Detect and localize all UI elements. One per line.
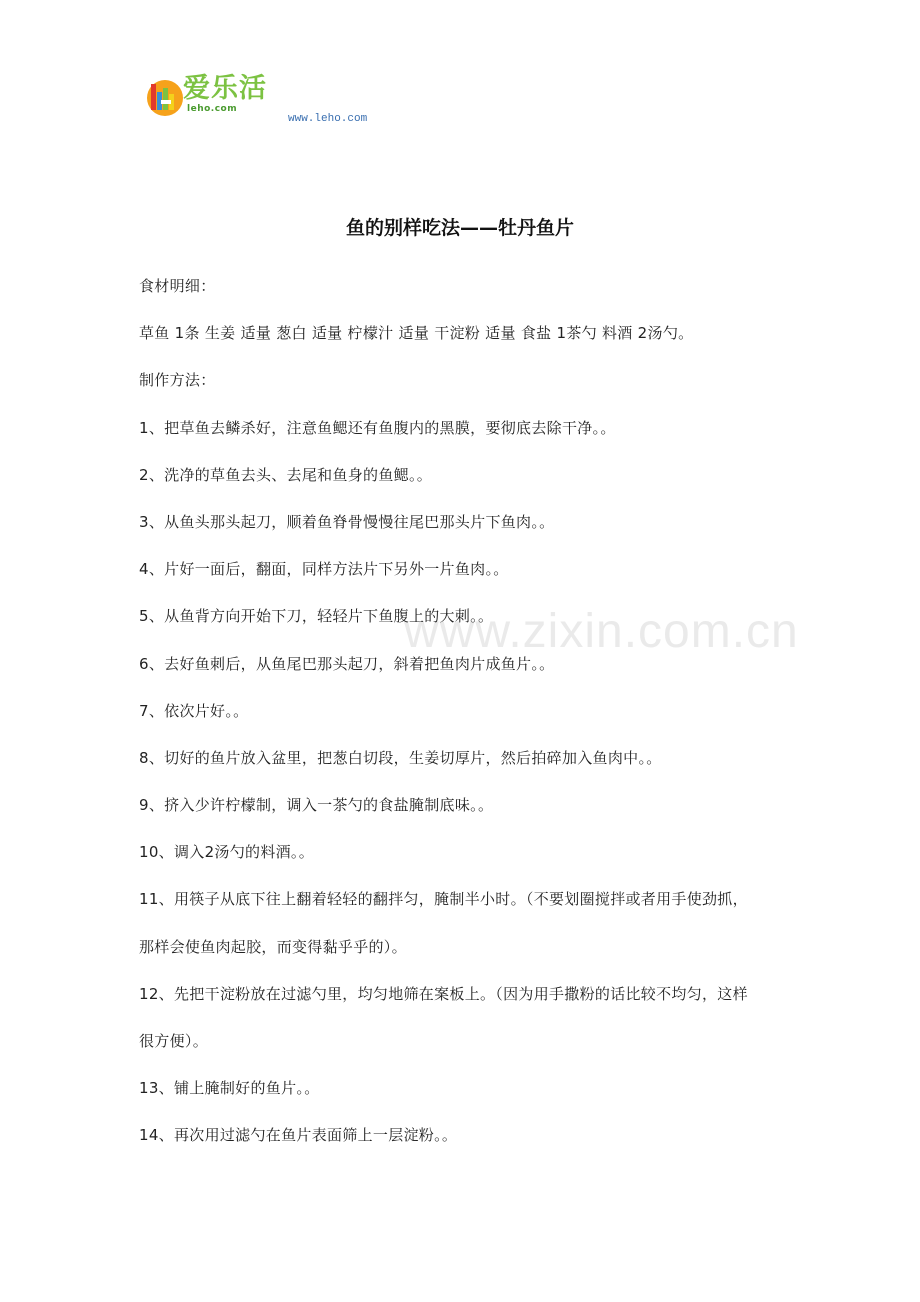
watermark: www.zixin.com.cn bbox=[404, 605, 799, 658]
page-title: 鱼的别样吃法——牡丹鱼片 bbox=[345, 217, 574, 239]
step-10: 10、调入2汤勺的料酒。。 bbox=[139, 843, 315, 862]
step-3: 3、从鱼头那头起刀，顺着鱼脊骨慢慢往尾巴那头片下鱼肉。。 bbox=[139, 512, 555, 531]
site-logo bbox=[143, 72, 293, 122]
step-1: 1、把草鱼去鳞杀好，注意鱼鳃还有鱼腹内的黑膜，要彻底去除干净。。 bbox=[139, 418, 616, 437]
leho-logo-icon bbox=[143, 74, 187, 118]
step-5: 5、从鱼背方向开始下刀，轻轻片下鱼腹上的大刺。。 bbox=[139, 607, 494, 626]
step-8: 8、切好的鱼片放入盆里，把葱白切段，生姜切厚片，然后拍碎加入鱼肉中。。 bbox=[139, 748, 662, 767]
logo-subtext: leho.com bbox=[187, 104, 238, 114]
step-12-line-2: 很方便）。 bbox=[139, 1032, 209, 1050]
step-2: 2、洗净的草鱼去头、去尾和鱼身的鱼鳃。。 bbox=[139, 465, 433, 484]
step-11-line-1: 11、用筷子从底下往上翻着轻轻的翻拌匀，腌制半小时。（不要划圈搅拌或者用手使劲抓， bbox=[139, 890, 748, 909]
step-12-line-1: 12、先把干淀粉放在过滤勺里，均匀地筛在案板上。（因为用手撒粉的话比较不均匀，这样 bbox=[139, 984, 748, 1003]
step-11-line-2: 那样会使鱼肉起胶，而变得黏乎乎的）。 bbox=[139, 937, 407, 956]
step-14: 14、再次用过滤勺在鱼片表面筛上一层淀粉。。 bbox=[139, 1126, 458, 1145]
ingredients-heading: 食材明细： bbox=[139, 277, 216, 295]
step-13: 13、铺上腌制好的鱼片。。 bbox=[139, 1079, 320, 1098]
step-9: 9、挤入少许柠檬制，调入一茶勺的食盐腌制底味。。 bbox=[139, 796, 494, 815]
step-4: 4、片好一面后，翻面，同样方法片下另外一片鱼肉。。 bbox=[139, 560, 509, 579]
step-6: 6、去好鱼刺后，从鱼尾巴那头起刀，斜着把鱼肉片成鱼片。。 bbox=[139, 654, 555, 673]
step-7: 7、依次片好。。 bbox=[139, 701, 249, 720]
article-body bbox=[139, 275, 789, 1172]
method-heading: 制作方法： bbox=[139, 371, 216, 390]
site-url[interactable]: www.leho.com bbox=[288, 113, 368, 125]
ingredients-list: 草鱼 1条 生姜 适量 葱白 适量 柠檬汁 适量 干淀粉 适量 食盐 1茶勺 料酒 2汤勺。 bbox=[139, 324, 694, 343]
logo-text: 爱乐活 bbox=[183, 73, 267, 104]
